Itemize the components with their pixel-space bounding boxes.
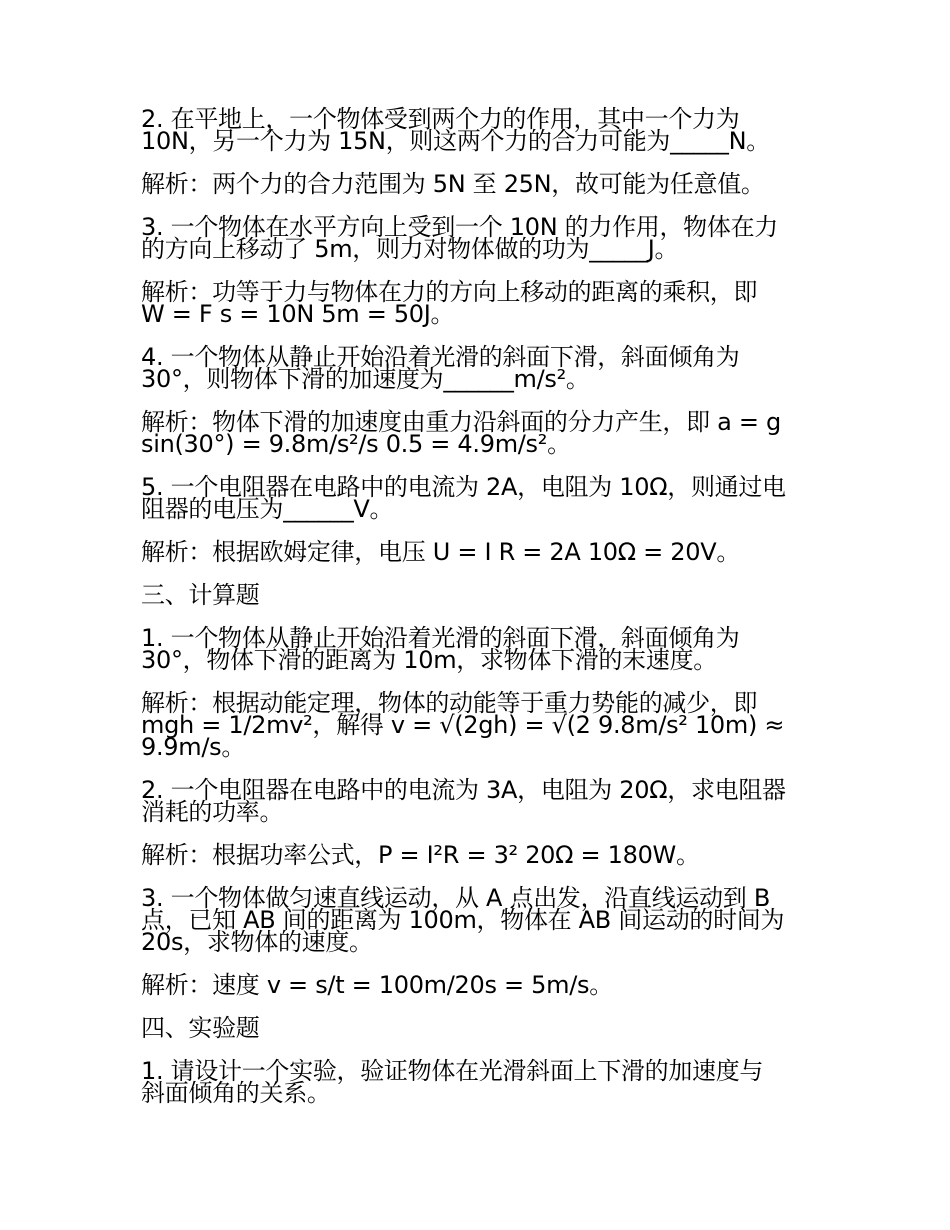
paragraph <box>141 538 813 566</box>
text-line: 解析：根据动能定理，物体的动能等于重力势能的减少，即 <box>141 689 758 717</box>
text-line: 5. 一个电阻器在电路中的电流为 2A，电阻为 10Ω，则通过电 <box>141 473 786 501</box>
text-line: 阻器的电压为______V。 <box>141 495 394 523</box>
text-line: 解析：两个力的合力范围为 5N 至 25N，故可能为任意值。 <box>141 170 765 198</box>
paragraph <box>141 971 813 999</box>
text-line: 解析：功等于力与物体在力的方向上移动的距离的乘积，即 <box>141 278 758 306</box>
paragraph <box>141 1014 813 1042</box>
text-line: 解析：根据欧姆定律，电压 U = I R = 2A 10Ω = 20V。 <box>141 538 741 566</box>
paragraph <box>141 408 813 458</box>
text-line: sin(30°) = 9.8m/s²/s 0.5 = 4.9m/s²。 <box>141 430 571 458</box>
text-line: 30°，则物体下滑的加速度为______m/s²。 <box>141 365 590 393</box>
text-line: 的方向上移动了 5m，则力对物体做的功为_____J。 <box>141 235 679 263</box>
text-line: 1. 一个物体从静止开始沿着光滑的斜面下滑，斜面倾角为 <box>141 624 740 652</box>
text-line: 2. 在平地上，一个物体受到两个力的作用，其中一个力为 <box>141 105 740 133</box>
document-page <box>141 105 813 1125</box>
text-line: mgh = 1/2mv²，解得 v = √(2gh) = √(2 9.8m/s² 10m) ≈ <box>141 711 785 739</box>
text-line: 20s，求物体的速度。 <box>141 928 373 956</box>
text-line: 解析：物体下滑的加速度由重力沿斜面的分力产生，即 a = g <box>141 408 781 436</box>
text-line: 2. 一个电阻器在电路中的电流为 3A，电阻为 20Ω，求电阻器 <box>141 776 786 804</box>
paragraph <box>141 884 813 956</box>
text-line: 斜面倾角的关系。 <box>141 1079 331 1107</box>
text-line: 4. 一个物体从静止开始沿着光滑的斜面下滑，斜面倾角为 <box>141 343 740 371</box>
text-line: 30°，物体下滑的距离为 10m，求物体下滑的末速度。 <box>141 646 717 674</box>
paragraph <box>141 170 813 198</box>
paragraph <box>141 105 813 155</box>
text-line: W = F s = 10N 5m = 50J。 <box>141 300 455 328</box>
paragraph <box>141 1057 813 1107</box>
paragraph <box>141 278 813 328</box>
text-line: 消耗的功率。 <box>141 798 284 826</box>
text-line: 解析：根据功率公式，P = I²R = 3² 20Ω = 180W。 <box>141 841 700 869</box>
text-line: 1. 请设计一个实验，验证物体在光滑斜面上下滑的加速度与 <box>141 1057 764 1085</box>
text-line: 3. 一个物体在水平方向上受到一个 10N 的力作用，物体在力 <box>141 213 778 241</box>
text-line: 解析：速度 v = s/t = 100m/20s = 5m/s。 <box>141 971 613 999</box>
paragraph <box>141 689 813 761</box>
paragraph <box>141 581 813 609</box>
text-line: 四、实验题 <box>141 1014 260 1042</box>
text-line: 3. 一个物体做匀速直线运动，从 A 点出发，沿直线运动到 B <box>141 884 770 912</box>
text-line: 点，已知 AB 间的距离为 100m，物体在 AB 间运动的时间为 <box>141 906 785 934</box>
paragraph <box>141 473 813 523</box>
paragraph <box>141 841 813 869</box>
text-line: 9.9m/s。 <box>141 733 246 761</box>
paragraph <box>141 213 813 263</box>
text-line: 三、计算题 <box>141 581 260 609</box>
paragraph <box>141 343 813 393</box>
paragraph <box>141 624 813 674</box>
text-line: 10N，另一个力为 15N，则这两个力的合力可能为_____N。 <box>141 127 770 155</box>
paragraph <box>141 776 813 826</box>
